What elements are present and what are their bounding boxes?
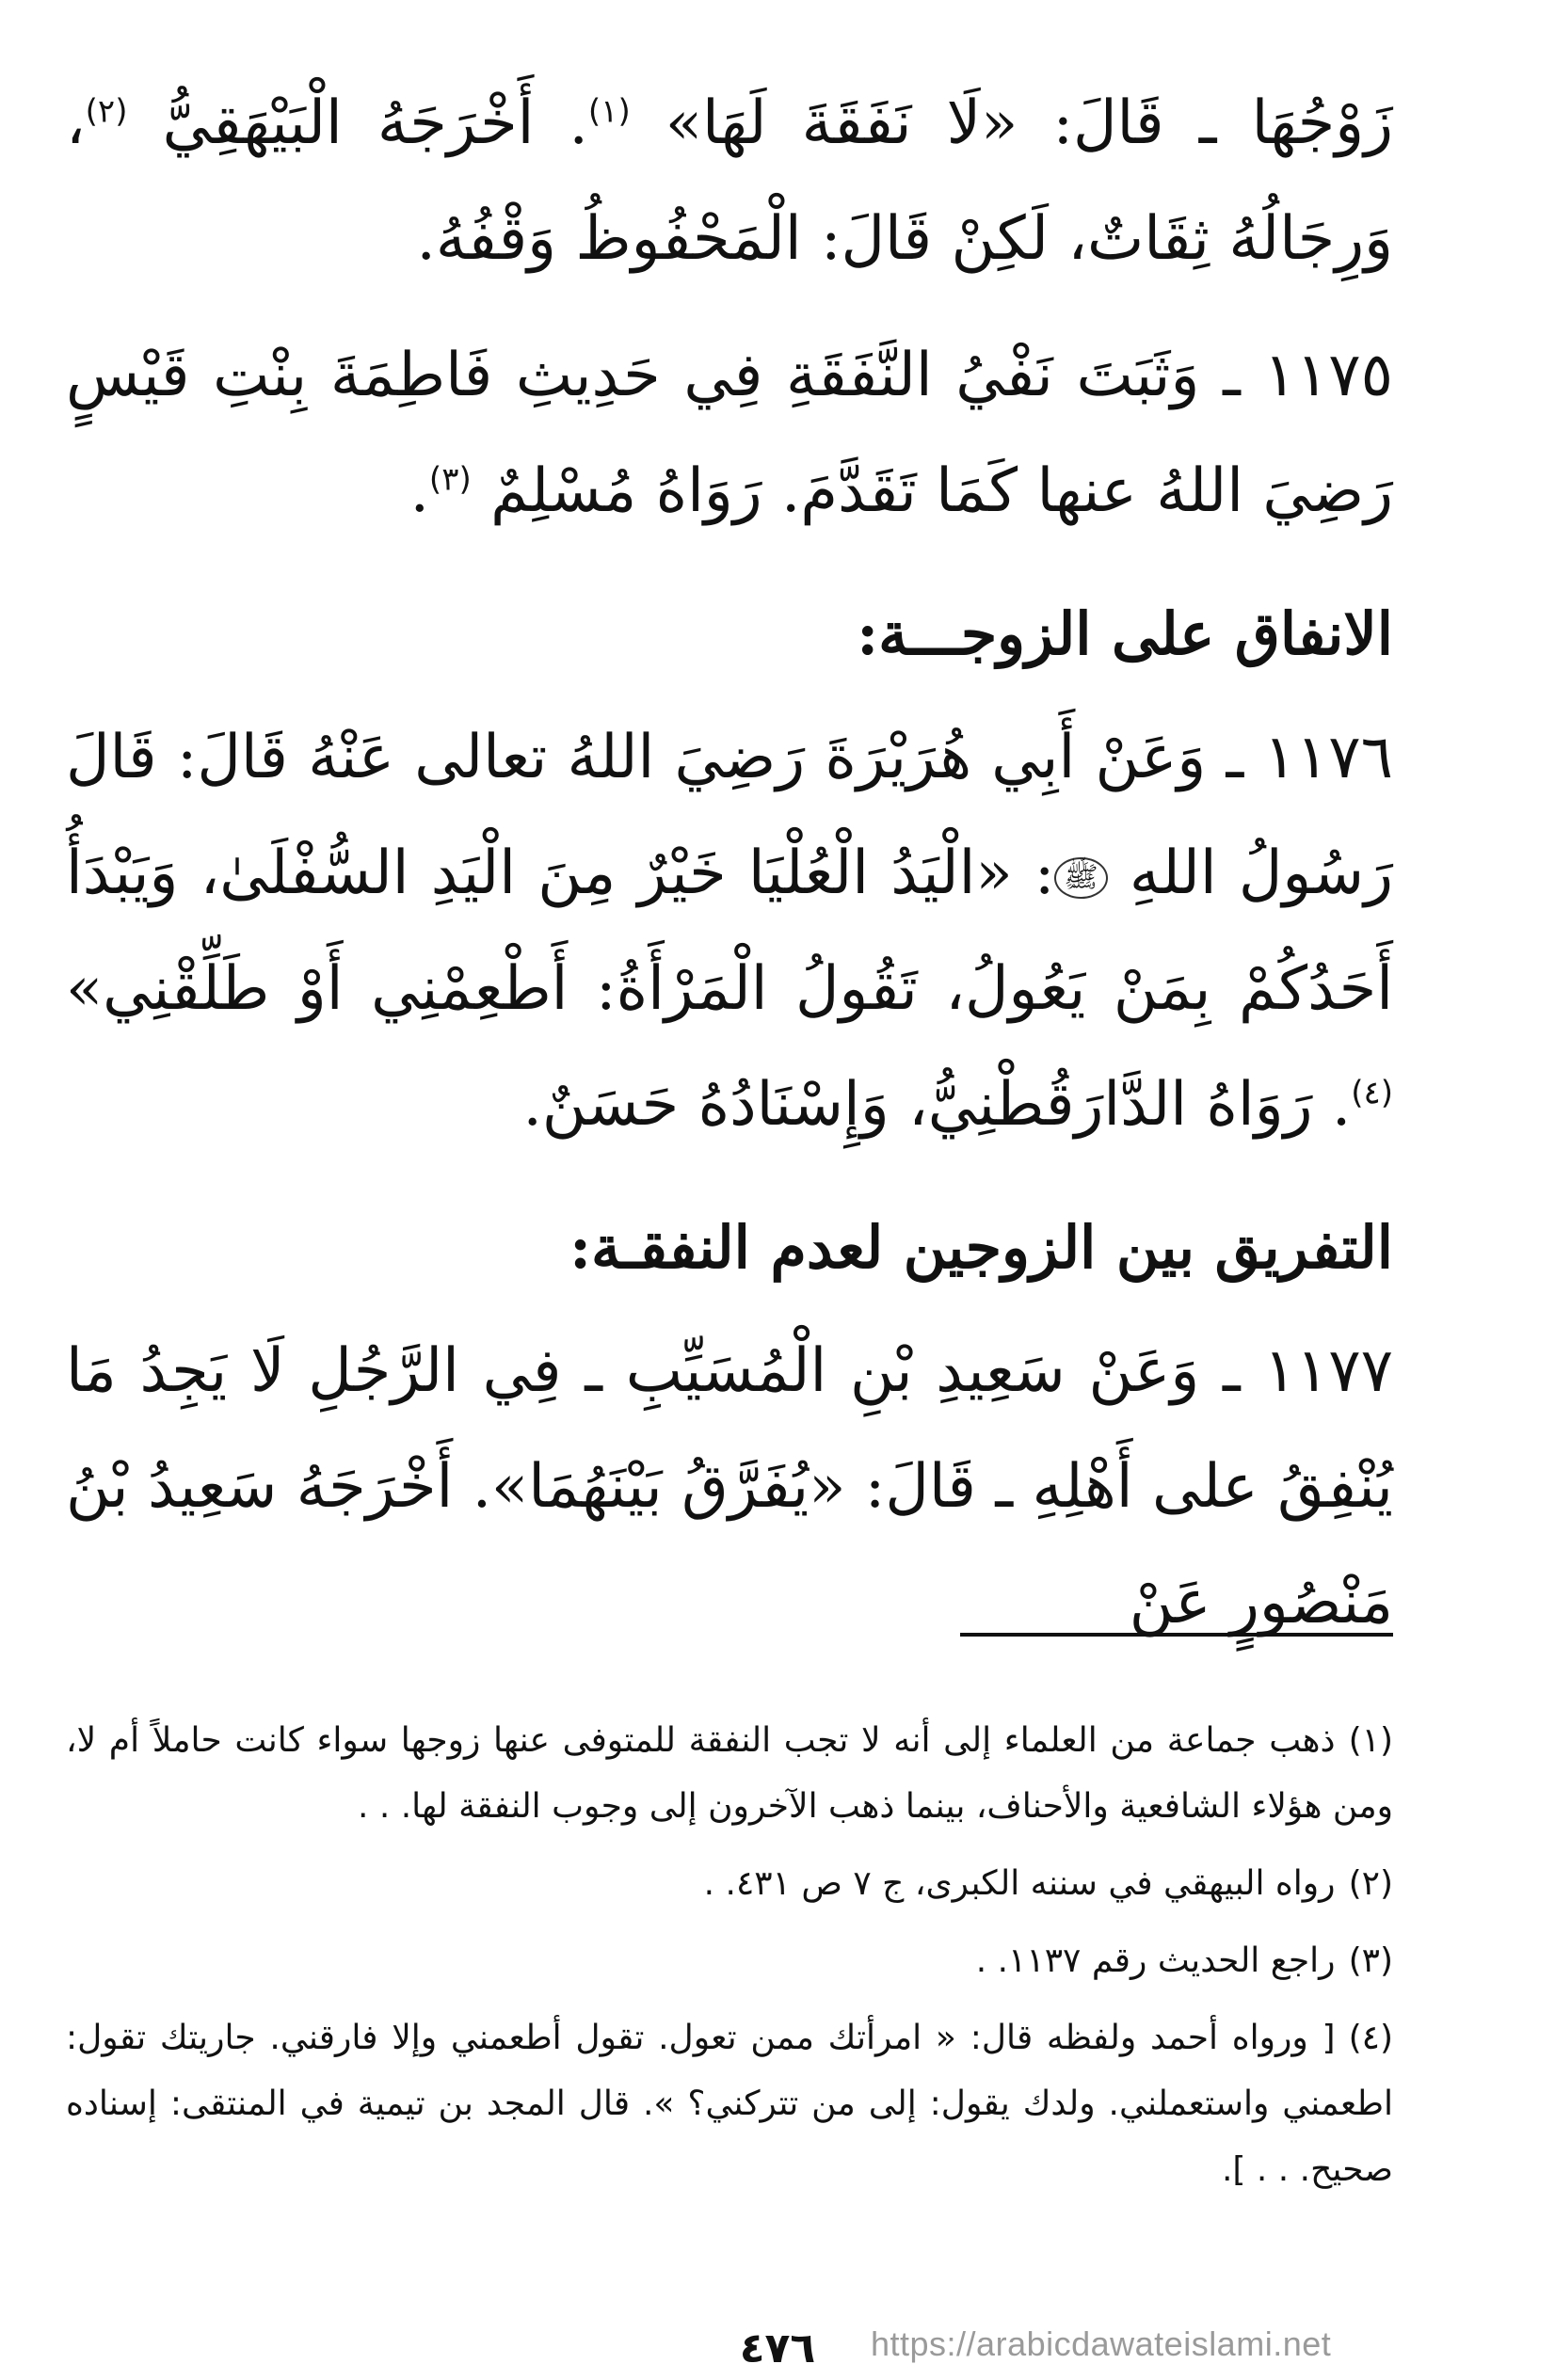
paragraph-1-text-a: زَوْجُهَا ـ قَالَ: «لَا نَفَقَةَ لَهَا» [665, 88, 1394, 158]
footnote-text: ذهب جماعة من العلماء إلى أنه لا تجب النفقة للمتوفى عنها زوجها سواء كانت حاملاً أم لا، ومن هؤلاء الشافعية والأحناف، بينما ذهب الآخرون إلى وجوب النفقة لها. . . [66, 1721, 1393, 1826]
page-number: ٤٧٦ [739, 2324, 816, 2372]
salutation-mark-icon: ﷺ [1054, 857, 1107, 899]
hadith-1175 [66, 318, 1393, 550]
footnote-ref-3[interactable]: (٣) [428, 460, 472, 499]
footnote-mark: (٢) [1348, 1864, 1393, 1903]
footnote-3 [66, 1928, 1393, 1994]
section-heading-separation: التفريق بين الزوجين لعدم النفقـة: [569, 1213, 1393, 1282]
footnote-divider [960, 1633, 1393, 1637]
footnote-2 [66, 1851, 1393, 1917]
footnote-4 [66, 2005, 1393, 2203]
hadith-1176-text-a: ـ وَعَنْ أَبِي هُرَيْرَةَ رَضِيَ اللهُ تعالى عَنْهُ قَالَ: قَالَ رَسُولُ اللهِ [66, 723, 1394, 908]
page-content [66, 66, 1393, 2324]
footnote-ref-4[interactable]: (٤) [1351, 1074, 1393, 1112]
hadith-number: ١١٧٦ [1263, 723, 1394, 792]
hadith-1176-text-c: . رَوَاهُ الدَّارَقُطْنِيُّ، وَإِسْنَادُهُ حَسَنٌ. [522, 1070, 1352, 1140]
footnote-text: رواه البيهقي في سننه الكبرى، ج ٧ ص ٤٣١. . [703, 1864, 1336, 1903]
footnote-text: راجع الحديث رقم ١١٣٧. . [975, 1941, 1336, 1980]
footnote-mark: (٣) [1348, 1941, 1393, 1980]
hadith-1177 [66, 1314, 1393, 1661]
footnotes [66, 1708, 1393, 2214]
paragraph-1-text-b: . أَخْرَجَهُ الْبَيْهَقِيُّ [162, 88, 588, 158]
hadith-1176 [66, 700, 1393, 1163]
footnote-mark: (٤) [1348, 2019, 1393, 2057]
footnote-text: [ ورواه أحمد ولفظه قال: « امرأتك ممن تعول. تقول أطعمني وإلا فارقني. جاريتك تقول: اطعمني واستعملني. ولدك يقول: إلى من تتركني؟ ». قال المجد بن تيمية في المنتقى: إسناده صحيح. . . ]. [66, 2019, 1393, 2189]
watermark-url: https://arabicdawateislami.net [871, 2324, 1332, 2363]
paragraph-1 [66, 66, 1393, 297]
footnote-1 [66, 1708, 1393, 1840]
hadith-number: ١١٧٧ [1263, 1336, 1394, 1406]
footnote-mark: (١) [1348, 1721, 1393, 1760]
hadith-1175-text-a: ـ وَثَبَتَ نَفْيُ النَّفَقَةِ فِي حَدِيثِ فَاطِمَةَ بِنْتِ قَيْسٍ رَضِيَ اللهُ عنها كَمَا تَقَدَّمَ. رَوَاهُ مُسْلِمٌ [66, 341, 1393, 526]
paragraph-1-text-c: ، وَرِجَالُهُ ثِقَاتٌ، لَكِنْ قَالَ: الْمَحْفُوظُ وَقْفُهُ. [66, 88, 1393, 274]
hadith-number: ١١٧٥ [1263, 341, 1394, 410]
hadith-1175-text-b: . [409, 456, 429, 526]
hadith-1177-text: ـ وَعَنْ سَعِيدِ بْنِ الْمُسَيِّبِ ـ فِي الرَّجُلِ لَا يَجِدُ مَا يُنْفِقُ على أَهْلِهِ ـ قَالَ: «يُفَرَّقُ بَيْنَهُمَا». أَخْرَجَهُ سَعِيدُ بْنُ مَنْصُورٍ عَنْ [66, 1336, 1393, 1637]
section-heading-spending-on-wife: الانفاق على الزوجـــة: [857, 599, 1393, 668]
hadith-1176-text-b: : «الْيَدُ الْعُلْيَا خَيْرٌ مِنَ الْيَدِ السُّفْلَىٰ، وَيَبْدَأُ أَحَدُكُمْ بِمَنْ يَعُولُ، تَقُولُ الْمَرْأَةُ: أَطْعِمْنِي أَوْ طَلِّقْنِي» [66, 839, 1393, 1024]
footnote-ref-2[interactable]: (٢) [85, 92, 128, 131]
footnote-ref-1[interactable]: (١) [587, 92, 631, 131]
